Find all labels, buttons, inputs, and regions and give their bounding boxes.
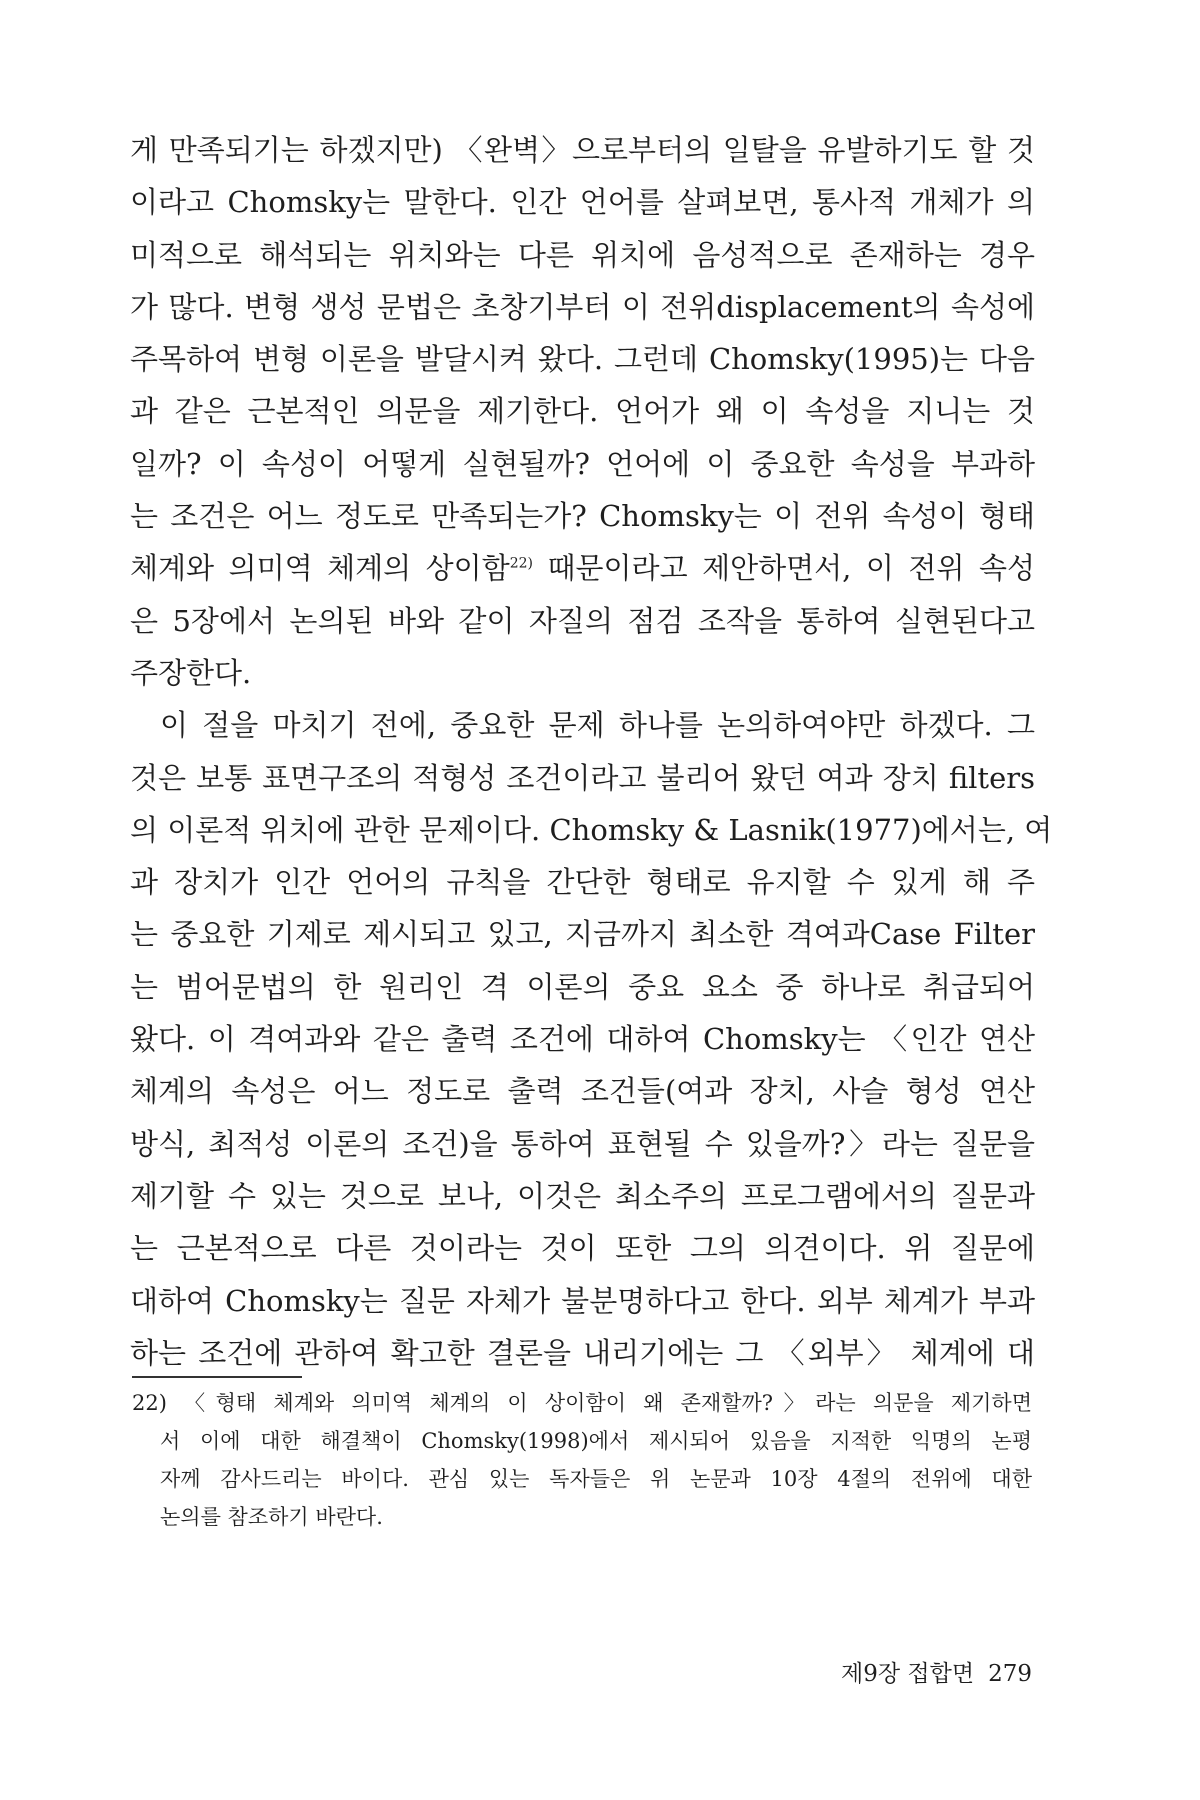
text-line: 가 많다. 변형 생성 문법은 초창기부터 이 전위displacement의 속성에 <box>130 289 1035 324</box>
text-line: 방식, 최적성 이론의 조건)을 통하여 표현될 수 있을까?〉라는 질문을 <box>130 1126 1035 1161</box>
footnote <box>132 1384 1032 1536</box>
text-line: 왔다. 이 격여과와 같은 출력 조건에 대하여 Chomsky는 〈인간 연산 <box>130 1022 1035 1057</box>
footnote-line: 서 이에 대한 해결책이 Chomsky(1998)에서 제시되어 있음을 지적한 익명의 논평 <box>160 1429 1032 1453</box>
text-line: 과 같은 근본적인 의문을 제기한다. 언어가 왜 이 속성을 지니는 것 <box>130 394 1035 429</box>
text-line: 주장한다. <box>130 655 252 690</box>
text-line: 일까? 이 속성이 어떻게 실현될까? 언어에 이 중요한 속성을 부과하 <box>130 446 1035 481</box>
text-line: 체계의 속성은 어느 정도로 출력 조건들(여과 장치, 사슬 형성 연산 <box>130 1074 1035 1109</box>
text-line: 의 이론적 위치에 관한 문제이다. Chomsky & Lasnik(1977)에서는, 여 <box>130 812 1053 847</box>
body-text <box>130 124 1053 1379</box>
text-line: 하는 조건에 관하여 확고한 결론을 내리기에는 그 〈외부〉 체계에 대 <box>130 1335 1035 1370</box>
footnote-line: 22) 〈형태 체계와 의미역 체계의 이 상이함이 왜 존재할까?〉라는 의문을 제기하면 <box>132 1391 1032 1415</box>
text-line: 는 중요한 기제로 제시되고 있고, 지금까지 최소한 격여과Case Filter <box>130 917 1035 952</box>
text-line: 대하여 Chomsky는 질문 자체가 불분명하다고 한다. 외부 체계가 부과 <box>130 1283 1035 1318</box>
chapter-title: 제9장 접합면 <box>841 1661 975 1687</box>
footnote-reference: 22) <box>509 555 533 572</box>
text-line: 과 장치가 인간 언어의 규칙을 간단한 형태로 유지할 수 있게 해 주 <box>130 865 1035 900</box>
text-line-with-footnote-ref <box>130 542 1035 594</box>
text-segment: 체계와 의미역 체계의 상이함 <box>130 551 510 586</box>
footnote-line: 자께 감사드리는 바이다. 관심 있는 독자들은 위 논문과 10장 4절의 전위에 대한 <box>160 1467 1032 1491</box>
text-line: 는 근본적으로 다른 것이라는 것이 또한 그의 의견이다. 위 질문에 <box>130 1231 1035 1266</box>
text-line: 미적으로 해석되는 위치와는 다른 위치에 음성적으로 존재하는 경우 <box>130 237 1035 272</box>
footnote-line: 논의를 참조하기 바란다. <box>160 1505 383 1529</box>
text-line: 주목하여 변형 이론을 발달시켜 왔다. 그런데 Chomsky(1995)는 다음 <box>130 342 1035 377</box>
text-line: 는 범어문법의 한 원리인 격 이론의 중요 요소 중 하나로 취급되어 <box>130 969 1035 1004</box>
text-line: 는 조건은 어느 정도로 만족되는가? Chomsky는 이 전위 속성이 형태 <box>130 499 1035 534</box>
text-line: 제기할 수 있는 것으로 보나, 이것은 최소주의 프로그램에서의 질문과 <box>130 1178 1035 1213</box>
text-segment: 때문이라고 제안하면서, 이 전위 속성 <box>533 551 1035 586</box>
text-line: 것은 보통 표면구조의 적형성 조건이라고 불리어 왔던 여과 장치 filters <box>130 760 1035 795</box>
text-line: 은 5장에서 논의된 바와 같이 자질의 점검 조작을 통하여 실현된다고 <box>130 603 1035 638</box>
text-line: 게 만족되기는 하겠지만) 〈완벽〉으로부터의 일탈을 유발하기도 할 것 <box>130 133 1035 167</box>
paragraph-first-line: 이 절을 마치기 전에, 중요한 문제 하나를 논의하여야만 하겠다. 그 <box>160 708 1035 743</box>
page-number: 279 <box>988 1661 1032 1687</box>
text-line: 이라고 Chomsky는 말한다. 인간 언어를 살펴보면, 통사적 개체가 의 <box>130 185 1035 220</box>
running-footer <box>841 1655 1032 1688</box>
footnote-divider <box>132 1376 302 1378</box>
